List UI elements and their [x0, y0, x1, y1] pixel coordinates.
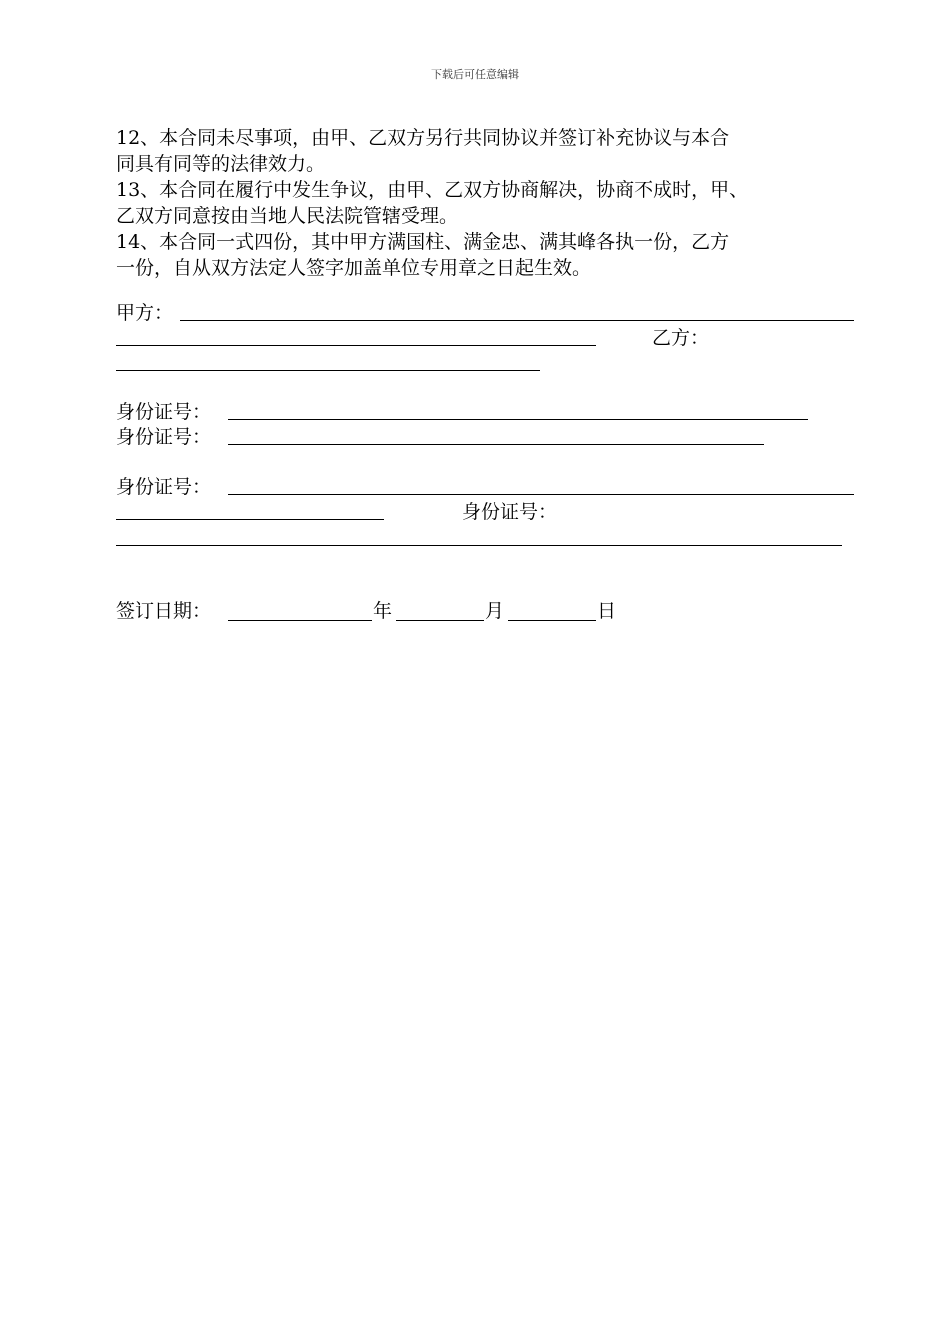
id-number-label-3: 身份证号：: [116, 476, 212, 498]
year-label: 年: [373, 600, 393, 622]
clause-12-line-1: 12、本合同未尽事项，由甲、乙双方另行共同协议并签订补充协议与本合: [116, 127, 730, 149]
signing-day-line[interactable]: [508, 620, 596, 621]
id-number-line-2[interactable]: [228, 444, 764, 445]
signing-date-label: 签订日期：: [116, 600, 212, 622]
clause-14-line-1: 14、本合同一式四份，其中甲方满国柱、满金忠、满其峰各执一份，乙方: [116, 231, 730, 253]
clause-12-line-2: 同具有同等的法律效力。: [116, 153, 326, 175]
party-a-signature-line[interactable]: [180, 320, 854, 321]
id-number-label-2: 身份证号：: [116, 426, 212, 448]
id-number-line-4[interactable]: [116, 545, 842, 546]
clause-13-line-1: 13、本合同在履行中发生争议，由甲、乙双方协商解决，协商不成时，甲、: [116, 179, 749, 201]
day-label: 日: [597, 600, 617, 622]
id-number-line-1[interactable]: [228, 419, 808, 420]
signing-year-line[interactable]: [228, 620, 372, 621]
id-number-label-4: 身份证号：: [462, 501, 558, 523]
party-a-signature-line-cont[interactable]: [116, 345, 596, 346]
party-b-signature-line[interactable]: [116, 370, 540, 371]
signing-month-line[interactable]: [396, 620, 484, 621]
id-number-line-3[interactable]: [228, 494, 854, 495]
id-number-label-1: 身份证号：: [116, 401, 212, 423]
page-header: 下载后可任意编辑: [431, 68, 519, 81]
party-a-label: 甲方：: [116, 302, 174, 324]
month-label: 月: [485, 600, 505, 622]
clause-14-line-2: 一份，自从双方法定人签字加盖单位专用章之日起生效。: [116, 257, 592, 279]
clause-13-line-2: 乙双方同意按由当地人民法院管辖受理。: [116, 205, 459, 227]
party-b-label: 乙方：: [652, 327, 710, 349]
id-number-line-3-cont[interactable]: [116, 519, 384, 520]
